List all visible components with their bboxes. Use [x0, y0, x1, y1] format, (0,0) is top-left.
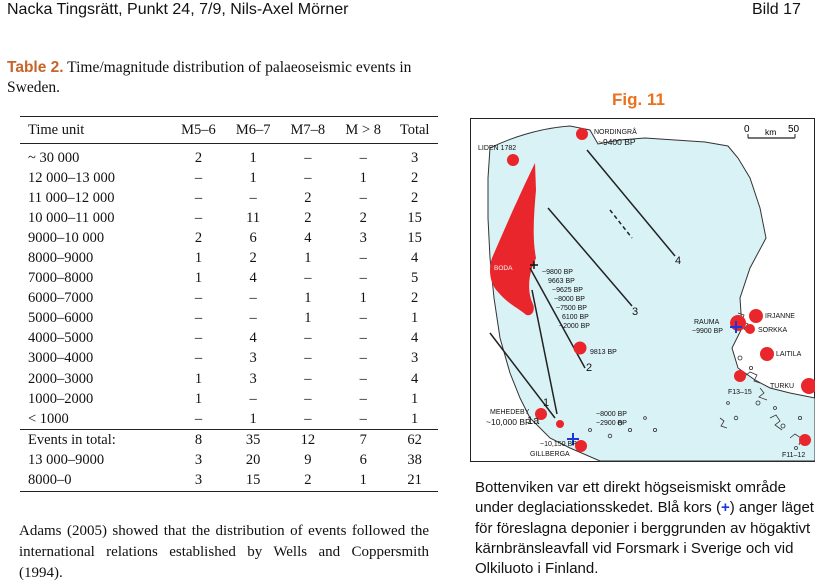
forsmark-age-0: ~8000 BP — [596, 411, 627, 418]
table-cell: 6 — [249, 229, 257, 246]
column-header: M6–7 — [235, 121, 271, 138]
boda-age-1: 9663 BP — [548, 278, 575, 285]
table-cell: – — [304, 270, 312, 287]
table-body — [20, 144, 438, 430]
table-cell: – — [194, 189, 203, 206]
column-header: Total — [399, 121, 430, 138]
table-cell: – — [304, 410, 312, 427]
table-caption-text: Time/magnitude distribution of palaeoseismic events in Sweden. — [7, 59, 412, 96]
table-cell: 6 — [359, 451, 367, 468]
label-boda: BODA — [494, 265, 513, 272]
table-cell: 4 — [411, 370, 419, 387]
table-cell: – — [359, 310, 367, 327]
table-row — [20, 471, 438, 492]
table-cell: 1 — [249, 149, 257, 166]
label-turku: TURKU — [770, 383, 795, 390]
table-cell: 3 — [194, 472, 203, 489]
table-cell: Events in total: — [28, 431, 116, 448]
label-f13-15: F13–15 — [728, 389, 752, 396]
table-cell: 11 000–12 000 — [28, 189, 115, 206]
table-cell: 3 — [249, 370, 257, 387]
boda-age-5: 6100 BP — [562, 314, 589, 321]
table-row — [20, 289, 438, 309]
table-cell: – — [194, 209, 203, 226]
table-cell: – — [359, 410, 367, 427]
table-cell: 21 — [407, 472, 422, 489]
table-cell: – — [249, 310, 257, 327]
table-row — [20, 144, 438, 169]
table-cell: 2 — [304, 189, 312, 206]
line-label-4: 4 — [675, 255, 682, 267]
table-cell: ~ 30 000 — [28, 149, 80, 166]
label-nordingra-age: ~9400 BP — [598, 137, 636, 147]
scale-end: 50 — [788, 124, 800, 135]
table-cell: – — [194, 169, 203, 186]
figure-title: Fig. 11 — [612, 90, 665, 109]
boda-age-0: ~9800 BP — [542, 269, 573, 276]
table-cell: – — [359, 390, 367, 407]
table-cell: 4 — [411, 330, 419, 347]
boda-age-6: ~2000 BP — [559, 323, 590, 330]
column-header: M5–6 — [181, 121, 216, 138]
boda-age-2: ~9625 BP — [552, 287, 583, 294]
table-cell: – — [359, 350, 367, 367]
table-cell: 1 — [411, 310, 419, 327]
table-row — [20, 389, 438, 409]
table-cell: 3000–4000 — [28, 350, 94, 367]
scale-unit: km — [765, 127, 777, 137]
label-f11-12: F11–12 — [782, 452, 806, 459]
table-cell: – — [194, 350, 203, 367]
table-cell: 1 — [359, 169, 367, 186]
table-cell: – — [304, 370, 312, 387]
event-sorkka — [745, 324, 755, 334]
table-cell: 4 — [249, 270, 257, 287]
table-cell: – — [359, 189, 367, 206]
table-cell: 15 — [245, 472, 261, 489]
table-cell: 11 — [246, 209, 261, 226]
table-cell: 1 — [194, 370, 203, 387]
table-row — [20, 208, 438, 228]
table-cell: 2 — [194, 149, 203, 166]
event-f11-12 — [799, 434, 811, 446]
label-gillberga: GILLBERGA — [530, 451, 570, 458]
caption-plus-symbol: + — [720, 499, 730, 517]
table-cell: – — [249, 390, 257, 407]
label-liden: LIDEN 1782 — [478, 145, 517, 152]
table-cell: 1 — [194, 250, 203, 267]
table-cell: – — [304, 330, 312, 347]
table-cell: – — [304, 350, 312, 367]
slide-header-left: Nacka Tingsrätt, Punkt 24, 7/9, Nils-Axel Mörner — [7, 1, 349, 18]
table-cell: 13 000–9000 — [28, 451, 105, 468]
table-row — [20, 269, 438, 289]
event-irjanne — [749, 309, 763, 323]
table-cell: 9000–10 000 — [28, 229, 105, 246]
column-header: Time unit — [28, 121, 85, 138]
table-cell: 8000–0 — [28, 472, 72, 489]
line-label-2: 2 — [586, 362, 593, 374]
table-cell: 7 — [359, 431, 367, 448]
table-cell: – — [249, 189, 257, 206]
table-cell: – — [194, 330, 203, 347]
table-cell: 20 — [245, 451, 261, 468]
table-cell: – — [359, 370, 367, 387]
label-nordingra: NORDINGRÅ — [594, 129, 637, 136]
caption-part-1: Bottenviken var ett direkt högseismiskt område under deglaciationsskedet. Blå kors ( — [475, 479, 786, 517]
label-mehedeby: MEHEDEBY — [490, 409, 530, 416]
gulf-of-bothnia-map — [470, 118, 815, 462]
table-cell: – — [194, 410, 203, 427]
table-cell: 3 — [411, 350, 419, 367]
table-cell: 1 — [304, 290, 312, 307]
table-cell: 4 — [249, 330, 257, 347]
line-label-1: 1 — [543, 397, 550, 409]
event-liden — [507, 154, 519, 166]
column-header: M7–8 — [290, 121, 326, 138]
table-row — [20, 450, 438, 470]
table-cell: 5000–6000 — [28, 310, 94, 327]
event-laitila — [760, 347, 774, 361]
label-irjanne: IRJANNE — [765, 313, 795, 320]
table-cell: 1 — [411, 390, 419, 407]
table-cell: 10 000–11 000 — [28, 209, 115, 226]
table-cell: 38 — [407, 451, 422, 468]
table-cell: 4000–5000 — [28, 330, 94, 347]
table-cell: – — [304, 169, 312, 186]
event-forsmark — [556, 420, 564, 428]
table-cell: – — [194, 290, 203, 307]
boda-age-4: ~7500 BP — [556, 305, 587, 312]
table-totals — [20, 430, 438, 491]
table-cell: 3 — [249, 350, 257, 367]
forsmark-age-1: ~2900 BP — [596, 420, 627, 427]
table-row — [20, 188, 438, 208]
table-cell: < 1000 — [28, 410, 69, 427]
table-cell: 1 — [304, 310, 312, 327]
table-cell: 2 — [304, 209, 312, 226]
table-cell: – — [304, 390, 312, 407]
table-cell: 4 — [411, 250, 419, 267]
label-laitila: LAITILA — [776, 351, 802, 358]
table-cell: – — [194, 310, 203, 327]
table-row — [20, 409, 438, 430]
label-sorkka: SORKKA — [758, 327, 788, 334]
table-row — [20, 430, 438, 451]
table-cell: 2 — [411, 169, 419, 186]
table-cell: 1 — [249, 410, 257, 427]
table-cell: 1 — [359, 290, 367, 307]
source-note: Adams (2005) showed that the distribution of events followed the international relations established by Wells and Coppersmith (1994). — [19, 523, 429, 581]
table-cell: 1 — [249, 169, 257, 186]
boda-age-3: ~8000 BP — [554, 296, 585, 303]
table-cell: 35 — [245, 431, 261, 448]
table-cell: 62 — [407, 431, 422, 448]
events-table — [20, 116, 438, 492]
table-cell: 2 — [304, 472, 312, 489]
label-9813: 9813 BP — [590, 349, 617, 356]
table-cell: 12 — [300, 431, 316, 448]
table-header-row — [20, 117, 438, 144]
event-9813 — [574, 342, 587, 355]
table-cell: 7000–8000 — [28, 270, 94, 287]
table-cell: 5 — [411, 270, 419, 287]
table-caption — [7, 58, 452, 98]
label-rauma-age: ~9900 BP — [692, 328, 723, 335]
table-cell: 1 — [194, 390, 203, 407]
table-cell: 12 000–13 000 — [28, 169, 115, 186]
table-row — [20, 248, 438, 268]
table-cell: 2000–3000 — [28, 370, 94, 387]
line-label-1a: 1a — [527, 415, 540, 427]
table-cell: – — [249, 290, 257, 307]
table-row — [20, 369, 438, 389]
table-cell: – — [359, 330, 367, 347]
table-cell: 2 — [359, 209, 367, 226]
table-label: Table 2. — [7, 59, 64, 76]
table-cell: 1000–2000 — [28, 390, 94, 407]
table-cell: 2 — [249, 250, 257, 267]
table-cell: 3 — [411, 149, 419, 166]
table-cell: 1 — [359, 472, 367, 489]
table-cell: 15 — [407, 209, 422, 226]
table-cell: – — [359, 270, 367, 287]
table-cell: 8 — [194, 431, 203, 448]
table-row — [20, 228, 438, 248]
table-cell: 2 — [411, 290, 419, 307]
table-cell: 2 — [194, 229, 203, 246]
table-row — [20, 349, 438, 369]
figure-caption — [475, 478, 820, 579]
table-cell: 6000–7000 — [28, 290, 94, 307]
table-cell: 4 — [304, 229, 312, 246]
event-rauma — [730, 315, 746, 331]
label-rauma: RAUMA — [694, 319, 720, 326]
column-header: M > 8 — [345, 121, 381, 138]
label-mehedeby-age: ~10,000 BP — [486, 417, 531, 427]
table-row — [20, 309, 438, 329]
event-gillberga — [575, 440, 587, 452]
table-cell: 9 — [304, 451, 312, 468]
slide-number: Bild 17 — [752, 1, 801, 18]
table-row — [20, 329, 438, 349]
table-cell: 1 — [411, 410, 419, 427]
table-cell: 1 — [304, 250, 312, 267]
table-cell: 3 — [359, 229, 367, 246]
table-cell: 1 — [194, 270, 203, 287]
event-nordingra — [576, 128, 588, 140]
table-cell: – — [304, 149, 312, 166]
table-cell: – — [359, 149, 367, 166]
scale-zero: 0 — [744, 124, 750, 135]
event-f13-15 — [734, 370, 746, 382]
caption-part-2: ) anger läget för föreslagna deponier i berggrunden av högaktivt kärnbränsleavfall vid Forsmark i Sverige och vid Olkiluoto i Finland. — [475, 499, 814, 578]
table-cell: 3 — [194, 451, 203, 468]
table-cell: 2 — [411, 189, 419, 206]
table-cell: – — [359, 250, 367, 267]
table-cell: 15 — [407, 229, 422, 246]
label-gillberga-age: ~10,150 BP — [540, 441, 577, 448]
table-cell: 8000–9000 — [28, 250, 94, 267]
table-row — [20, 168, 438, 188]
line-label-3: 3 — [632, 306, 639, 318]
